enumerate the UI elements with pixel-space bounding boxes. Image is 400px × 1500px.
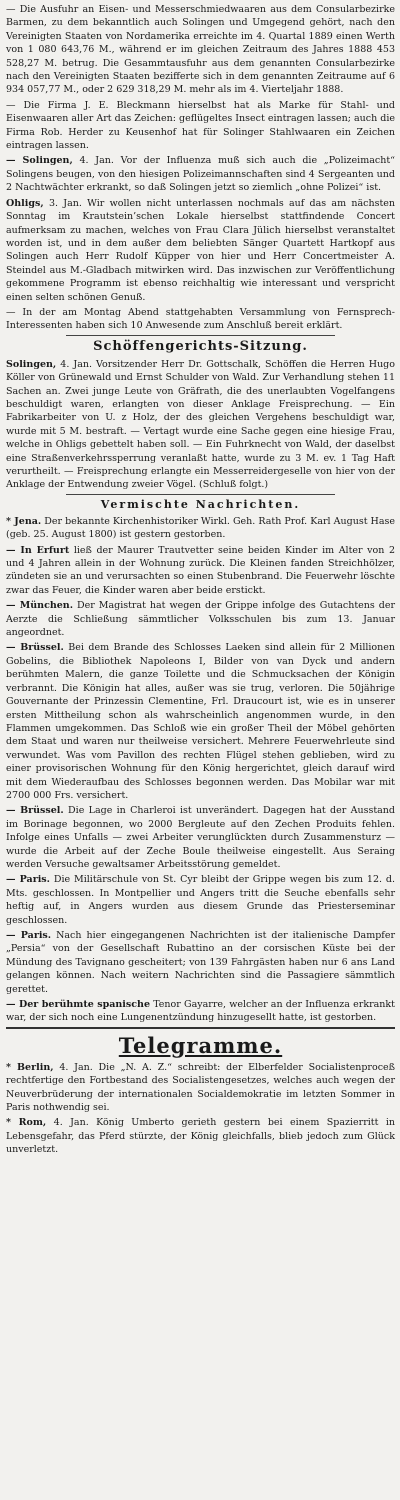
paragraph-dateline: * Rom, <box>6 1117 47 1129</box>
news-paragraph <box>6 599 395 639</box>
paragraph-body: — Die Firma J. E. Bleckmann hierselbst hat als Marke für Stahl- und Eisenwaaren aller Art das Zeichen: geflügeltes Insect eintragen lassen; auch die Firma Rob. Herder zu Keusenhof hat für Solinger Stahlwaaren ein Zeichen eintragen lassen. <box>6 99 395 152</box>
paragraph-body: ließ der Maurer Trautvetter seine beiden Kinder im Alter von 2 und 4 Jahren allein in der Wohnung zurück. Die Kleinen fanden Streichhölzer, zündeten sie an und verursachten so einen Stubenbrand. Die Feuerwehr löschte zwar das Feuer, die Kinder waren aber beide erstickt. <box>6 544 396 596</box>
news-paragraph <box>6 998 395 1025</box>
section-heading: Vermischte Nachrichten. <box>100 497 301 511</box>
paragraph-body: 4. Jan. Vor der Influenza muß sich auch die „Polizeimacht“ Solingens beugen, von den hiesigen Polizeimannschaften sind 4 Sergeanten und 2 Nachtwächter erkrankt, so daß Solingen jetzt so ziemlich „ohne Polizei“ ist. <box>6 155 395 194</box>
news-paragraph <box>6 358 395 492</box>
paragraph-dateline: — Der berühmte spanische <box>6 999 150 1011</box>
paragraph-dateline: — In Erfurt <box>6 544 70 556</box>
paragraph-body: — Die Ausfuhr an Eisen- und Messerschmiedwaaren aus dem Consularbezirke Barmen, zu dem bekanntlich auch Solingen und Umgegend gehört, nach den Vereinigten Staaten von Nordamerika erreichte im 4. Quartal 1889 einen Werth von 1 080 643,76 M., während er im gleichen Zeitraum des Jahres 1888 453 528,27 M. betrug. Die Gesammtausfuhr aus dem genannten Consularbezirke nach den Vereinigten Staaten bezifferte sich in dem genannten Zeitraume auf 6 934 057,77 M., oder 2 629 318,29 M. mehr als im 4. Vierteljahr 1888. <box>6 4 395 96</box>
news-paragraph <box>6 544 395 598</box>
section-heading: Schöffengerichts-Sitzung. <box>93 338 308 354</box>
paragraph-body: Bei dem Brande des Schlosses Laeken sind allein für 2 Millionen Gobelins, die Bibliothek Napoleons I, Bilder von van Dyck und andern berühmten Malern, die ganze Toilette und die Schmucksachen der Königin verbrannt. Die Königin hat alles, außer was sie trug, verloren. Die 50jährige Gouvernante der Prinzessin Clementine, Frl. Draucourt ist, wie es in unserer ersten Mittheilung schon als wahrscheinlich angenommen wurde, in den Flammen umgekommen. Das Schloß wie ein großer Theil der Möbel gehörten dem Staat und waren nur theilweise versichert. Mehrere Feuerwehrleute sind verwundet. Was vom Pavillon des rechten Flügel stehen geblieben, wird zu einer provisorischen Wohnung für den König hergerichtet, gleich darauf wird mit dem Wiederaufbau des Schlosses begonnen werden. Das Mobilar war mit 2700 000 Frs. versichert. <box>6 642 396 801</box>
news-paragraph <box>6 515 395 542</box>
paragraph-dateline: * Berlin, <box>6 1061 54 1073</box>
paragraph-body: Der bekannte Kirchenhistoriker Wirkl. Geh. Rath Prof. Karl August Hase (geb. 25. August 1800) ist gestern gestorben. <box>6 515 395 541</box>
news-paragraph <box>6 154 395 194</box>
news-paragraph <box>6 3 395 97</box>
news-paragraph <box>6 1061 395 1115</box>
news-paragraph <box>6 929 395 996</box>
paragraph-body: Die Lage in Charleroi ist unverändert. Dagegen hat der Ausstand im Borinage begonnen, wo 2000 Bergleute auf den Zechen Produits fehlen. Infolge eines Unfalls — zwei Arbeiter verunglückten durch Zusammensturz — wurde die Arbeit auf der Zeche Boule theilweise eingestellt. Aus Seraing werden Versuche gewaltsamer Arbeitsstörung gemeldet. <box>6 805 395 870</box>
paragraph-body: 3. Jan. Wir wollen nicht unterlassen nochmals auf das am nächsten Sonntag im Krautstein’schen Lokale hierselbst stattfindende Concert aufmerksam zu machen, welches von Frau Clara Jülich hierselbst veranstaltet worden ist, und in dem außer dem beliebten Sänger Quartett Hartkopf aus Solingen auch Herr Rudolf Küpper von hier und Herr Concertmeister A. Steindel aus M.-Gladbach mitwirken wird. Das inzwischen zur Veröffentlichung gekommene Programm ist ebenso reichhaltig wie interessant und verspricht einen selten schönen Genuß. <box>6 197 395 303</box>
news-paragraph <box>6 873 395 927</box>
section-divider <box>6 1027 395 1029</box>
news-paragraph <box>6 99 395 153</box>
paragraph-dateline: * Jena. <box>6 515 42 527</box>
news-paragraph <box>6 641 395 802</box>
paragraph-body: Die Militärschule von St. Cyr bleibt der Grippe wegen bis zum 12. d. Mts. geschlossen. In Montpellier und Angers tritt die Seuche ebenfalls sehr heftig auf, in Angers wurden aus diesem Grunde das Priesterseminar geschlossen. <box>6 874 395 926</box>
paragraph-dateline: — München. <box>6 600 74 612</box>
paragraph-body: Der Magistrat hat wegen der Grippe infolge des Gutachtens der Aerzte die Schließung sämmtlicher Volksschulen bis zum 13. Januar angeordnet. <box>6 600 395 639</box>
paragraph-dateline: Solingen, <box>6 358 57 370</box>
paragraph-dateline: — Brüssel. <box>6 805 64 817</box>
news-paragraph <box>6 1116 395 1156</box>
paragraph-dateline: — Paris. <box>6 874 50 886</box>
paragraph-body: 4. Jan. Vorsitzender Herr Dr. Gottschalk, Schöffen die Herren Hugo Köller von Grünewald und Ernst Schulder von Wald. Zur Verhandlung stehen 11 Sachen an. Zwei junge Leute von Gräfrath, die des unerlaubten Vogelfangens beschuldigt waren, erlangten von dieser Anklage Freisprechung. — Ein Fabrikarbeiter von U. z Holz, der des gleichen Vergehens beschuldigt war, wurde mit 5 M. bestraft. — Vertagt wurde eine Sache gegen eine hiesige Frau, welche in Ohligs gebettelt haben soll. — Ein Fuhrknecht von Wald, der daselbst eine Straßenverkehrssperrung veranlaßt hatte, wurde zu 3 M. ev. 1 Tag Haft verurtheilt. — Freisprechung erlangte ein Messerreidergeselle von hier von der Anklage der Entwendung zweier Vögel. (Schluß folgt.) <box>6 358 395 491</box>
news-paragraph <box>6 306 395 333</box>
paragraph-dateline: — Solingen, <box>6 155 73 167</box>
paragraph-body: — In der am Montag Abend stattgehabten Versammlung von Fernsprech-Interessenten haben sich 10 Anwesende zum Anschluß bereit erklärt. <box>6 306 395 332</box>
section-heading: Telegramme. <box>118 1032 283 1058</box>
paragraph-dateline: — Paris. <box>6 930 52 941</box>
paragraph-dateline: — Brüssel. <box>6 642 64 654</box>
paragraph-dateline: Ohligs, <box>6 197 44 209</box>
paragraph-body: 4. Jan. Die „N. A. Z.“ schreibt: der Elberfelder Socialistenproceß rechtfertige den Fortbestand des Socialistengesetzes, welches auch wegen der Neuverbrüderung der internationalen Socialdemokratie im letzten Sommer in Paris nothwendig sei. <box>6 1061 395 1114</box>
news-paragraph <box>6 804 395 871</box>
section-divider <box>66 335 335 336</box>
paragraph-body: Tenor Gayarre, welcher an der Influenza erkrankt war, der sich noch eine Lungenentzündung hinzugesellt hatte, ist gestorben. <box>6 999 395 1024</box>
news-paragraph <box>6 197 395 304</box>
paragraph-body: 4. Jan. König Umberto gerieth gestern bei einem Spazierritt in Lebensgefahr, das Pferd stürzte, der König gleichfalls, blieb jedoch zum Glück unverletzt. <box>6 1117 395 1156</box>
section-divider <box>66 494 335 495</box>
paragraph-body: Nach hier eingegangenen Nachrichten ist der italienische Dampfer „Persia“ von der Gesellschaft Rubattino an der corsischen Küste bei der Mündung des Tavignano gescheitert; von 139 Fahrgästen haben nur 6 ans Land gelangen können. Nach weitern Nachrichten sind die Passagiere sämmtlich gerettet. <box>6 930 395 995</box>
